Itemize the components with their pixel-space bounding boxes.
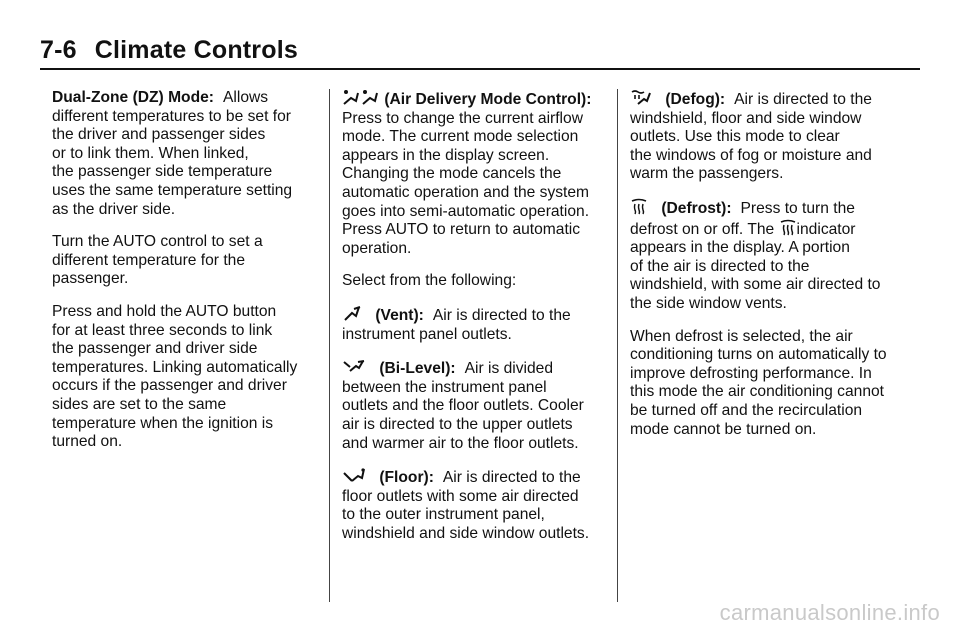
text-line: Press and hold the AUTO button (52, 302, 277, 320)
select-following-line (342, 272, 600, 291)
text-line: windshield and side window outlets. (342, 524, 590, 542)
text-line: to the outer instrument panel, (342, 506, 545, 524)
text-line: the driver and passenger sides (52, 126, 266, 144)
vent-mode-icon (342, 305, 362, 322)
floor-heading: (Floor): (379, 469, 434, 487)
text-line: conditioning turns on automatically to (630, 346, 887, 364)
text-line: Press to change the current airflow (342, 109, 583, 127)
text-line: this mode the air conditioning cannot (630, 383, 884, 401)
text-line: mode cannot be turned on. (630, 420, 817, 438)
dual-zone-heading: Dual-Zone (DZ) Mode: (52, 89, 214, 106)
text-line: temperature when the ignition is (52, 414, 274, 432)
defog-paragraph (630, 89, 896, 184)
text-line: of the air is directed to the (630, 257, 810, 275)
vent-heading: (Vent): (375, 306, 424, 324)
text-line: the passenger and driver side (52, 340, 258, 358)
page-header (40, 30, 920, 70)
defrost-heading: (Defrost): (661, 199, 732, 217)
text-line: or to link them. When linked, (52, 144, 249, 162)
defrost-icon (630, 198, 648, 215)
text-line: windshield, with some air directed to (630, 276, 881, 294)
column-3 (630, 89, 896, 453)
text-line: warm the passengers. (630, 165, 784, 183)
text-line: Air is divided (464, 360, 553, 378)
text-line: outlets. Use this mode to clear (630, 128, 840, 146)
page-title (40, 36, 298, 65)
text-line: sides are set to the same (52, 395, 227, 413)
text-line: as the driver side. (52, 200, 176, 218)
text-line: windshield, floor and side window (630, 109, 862, 127)
defrost-paragraph (630, 198, 896, 314)
text-line: instrument panel outlets. (342, 325, 512, 343)
text-line: the passenger side temperature (52, 163, 273, 181)
text-line: different temperature for the (52, 251, 246, 269)
air-delivery-heading: (Air Delivery Mode Control): (384, 91, 592, 108)
text-line: appears in the display. A portion (630, 239, 850, 257)
column-1 (52, 89, 310, 466)
text-line: outlets and the floor outlets. Cooler (342, 397, 584, 415)
text-line: When defrost is selected, the air (630, 327, 853, 345)
text-line: different temperatures to be set for (52, 107, 291, 125)
text-line: floor outlets with some air directed (342, 487, 579, 505)
when-defrost-paragraph (630, 328, 896, 440)
bi-level-paragraph (342, 358, 600, 453)
text-line: temperatures. Linking automatically (52, 358, 298, 376)
text-line: Changing the mode cancels the (342, 165, 562, 183)
text-line: Air is directed to the (442, 469, 581, 487)
text-line: and warmer air to the floor outlets. (342, 434, 579, 452)
air-delivery-mode-icon (342, 89, 380, 106)
text-line: Air is directed to the (432, 306, 571, 324)
text-line: indicator (796, 220, 856, 238)
floor-paragraph (342, 467, 600, 543)
text-line: passenger. (52, 270, 129, 288)
floor-mode-icon (342, 467, 366, 484)
text-line: Press to turn the (740, 199, 855, 217)
section-title: Climate Controls (94, 36, 298, 64)
dual-zone-paragraph (52, 89, 310, 219)
text-line: automatic operation and the system (342, 183, 590, 201)
column-divider-1 (329, 89, 330, 602)
text-line: air is directed to the upper outlets (342, 415, 573, 433)
auto-control-paragraph (52, 233, 310, 289)
text-line: operation. (342, 239, 412, 257)
column-divider-2 (617, 89, 618, 602)
bi-level-heading: (Bi-Level): (379, 360, 456, 378)
text-line: goes into semi-automatic operation. (342, 202, 590, 220)
text-line: turned on. (52, 433, 123, 451)
text-line: the windows of fog or moisture and (630, 146, 872, 164)
air-delivery-paragraph (342, 89, 600, 258)
text-line: be turned off and the recirculation (630, 401, 863, 419)
bi-level-mode-icon (342, 358, 366, 375)
text-line: mode. The current mode selection (342, 128, 579, 146)
vent-paragraph (342, 305, 600, 344)
text-line: appears in the display screen. (342, 146, 550, 164)
defog-heading: (Defog): (665, 91, 726, 108)
text-line: improve defrosting performance. In (630, 364, 872, 382)
watermark: carmanualsonline.info (719, 600, 940, 625)
defrost-indicator-icon (779, 219, 797, 236)
defog-mode-icon (630, 89, 652, 106)
text-line: between the instrument panel (342, 378, 547, 396)
text-line: Allows (222, 89, 269, 106)
text-line: defrost on or off. The (630, 220, 775, 238)
page-number: 7-6 (40, 36, 77, 64)
text-line: Press AUTO to return to automatic (342, 221, 581, 239)
column-2 (342, 89, 600, 557)
text-line: Air is directed to the (734, 91, 872, 108)
text-line: Select from the following: (342, 272, 517, 290)
text-line: uses the same temperature setting (52, 181, 293, 199)
text-line: Turn the AUTO control to set a (52, 233, 263, 251)
link-temperatures-paragraph (52, 303, 310, 452)
text-line: the side window vents. (630, 294, 787, 312)
text-line: occurs if the passenger and driver (52, 377, 287, 395)
header-rule (40, 68, 920, 70)
text-line: for at least three seconds to link (52, 321, 273, 339)
